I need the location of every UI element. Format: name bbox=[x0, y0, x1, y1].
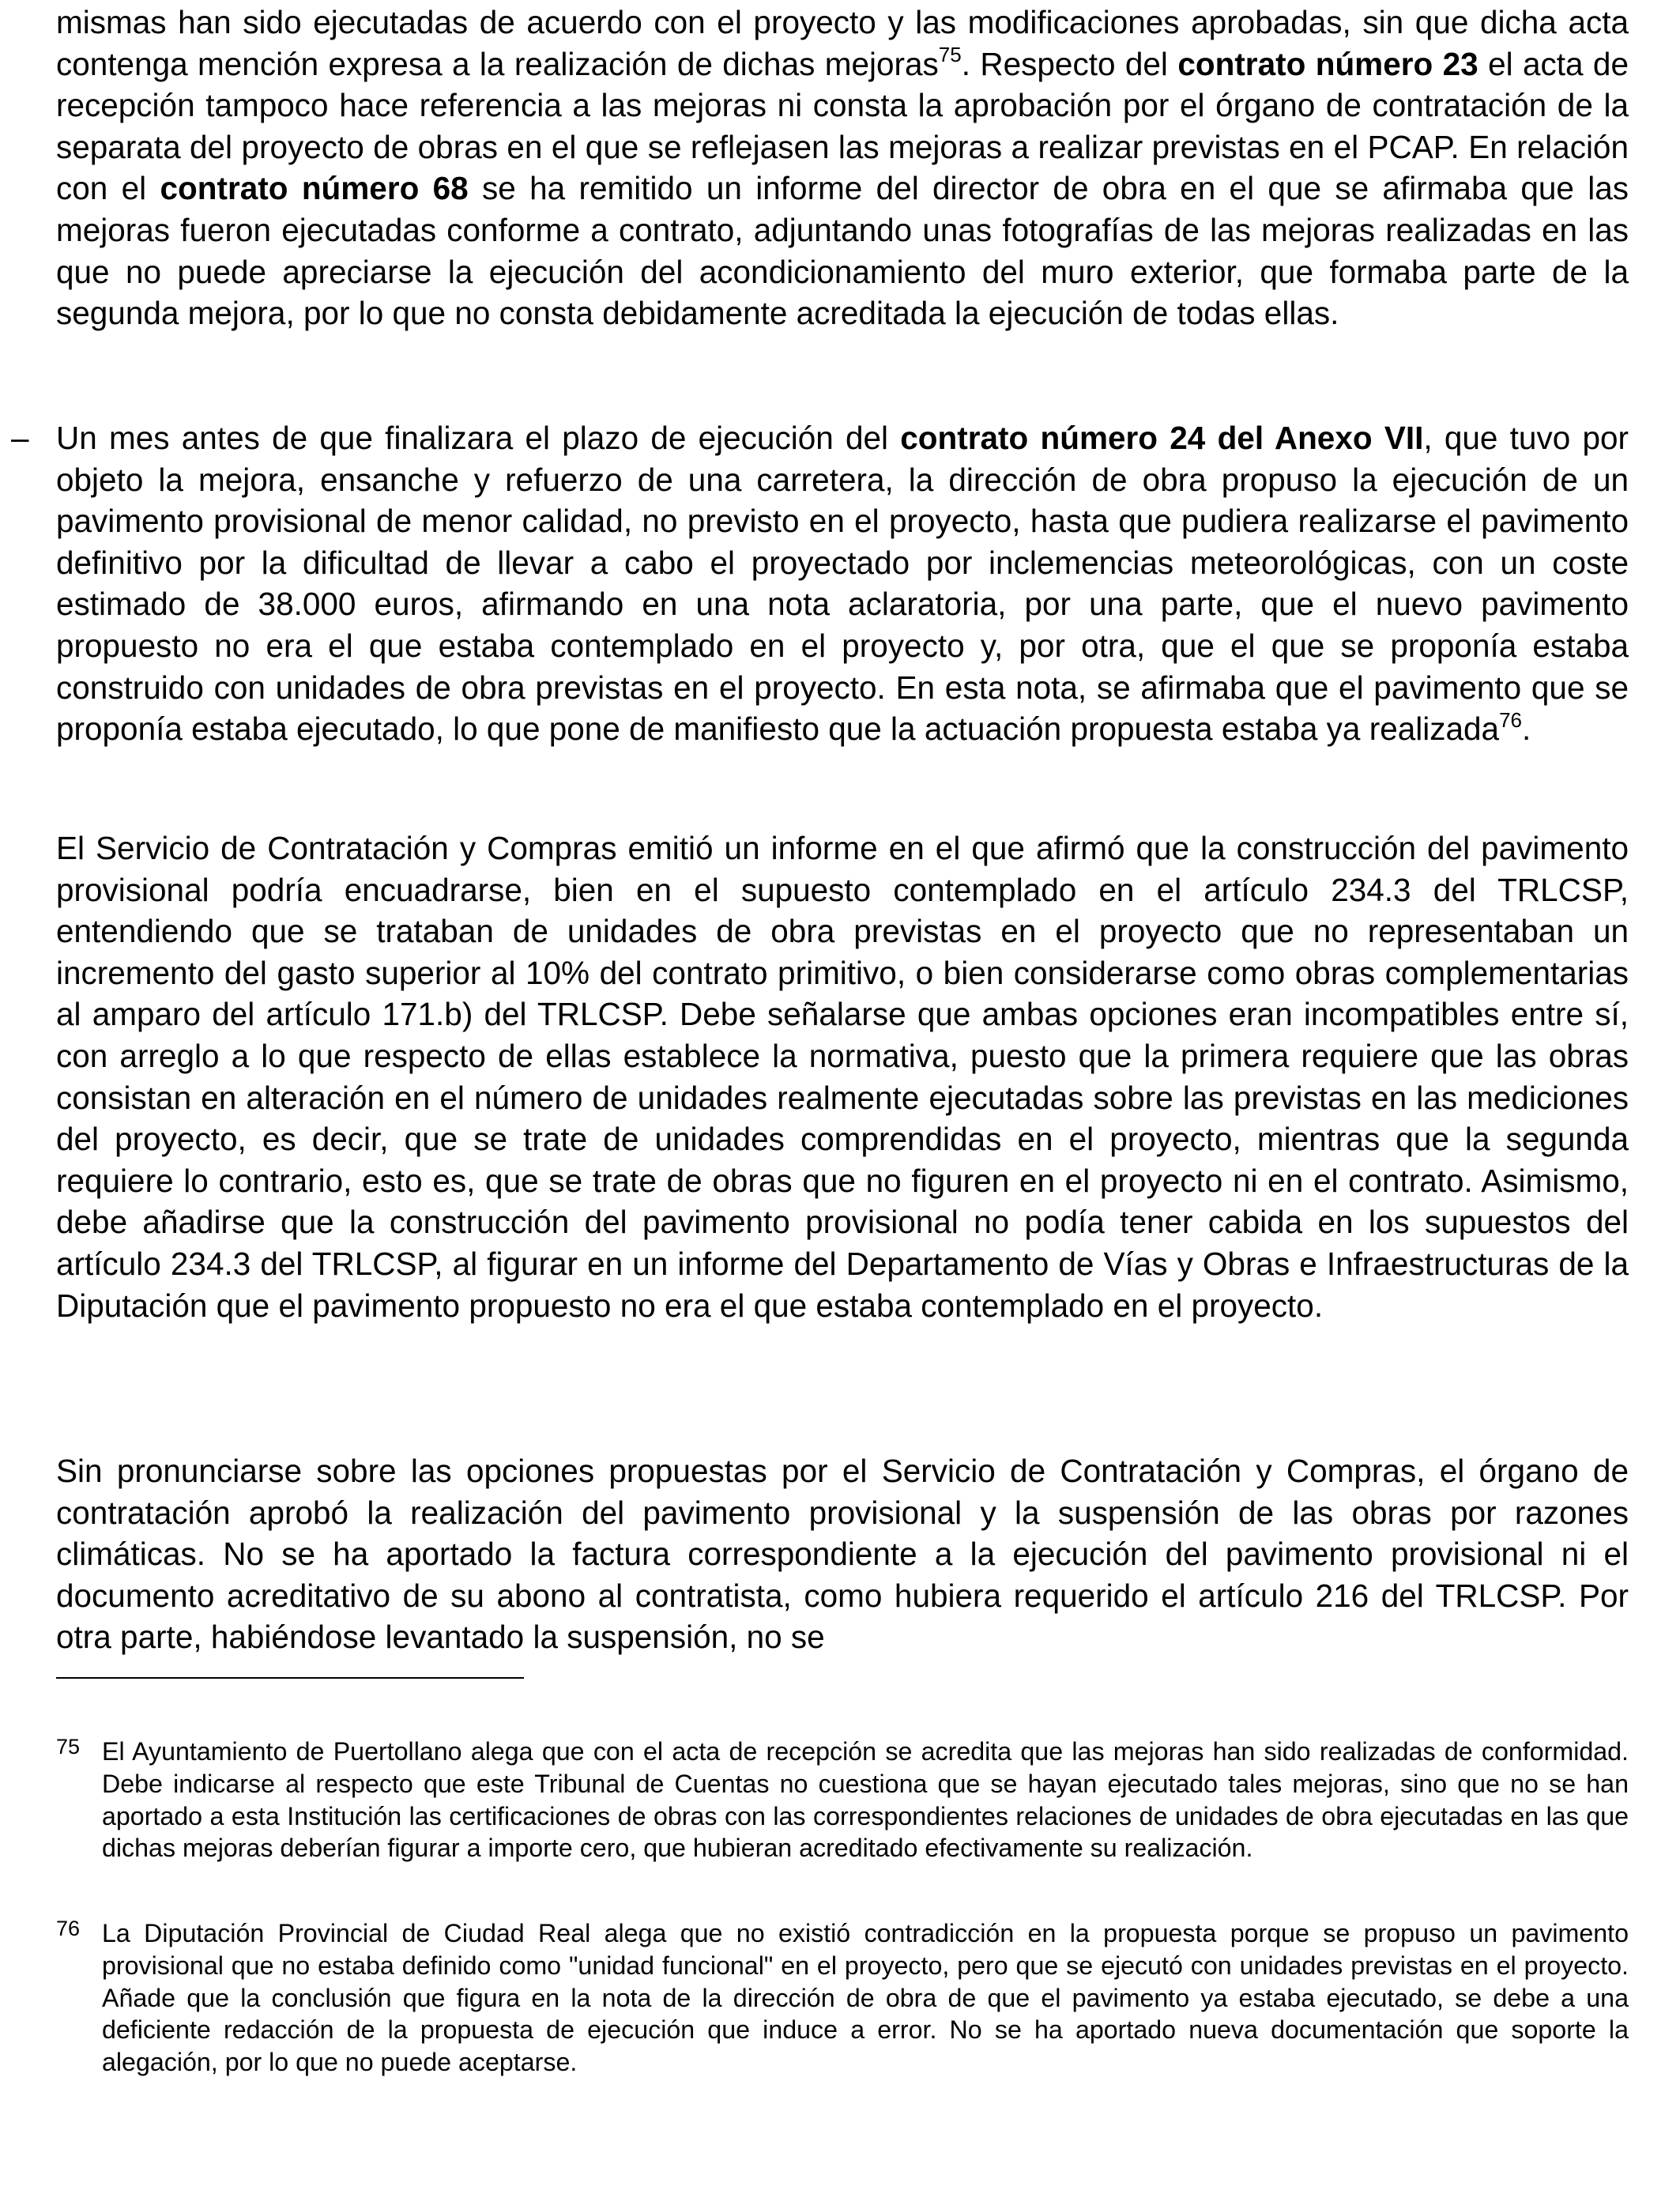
text-run: . bbox=[1521, 711, 1531, 748]
bullet-paragraph-contract-24 bbox=[56, 417, 1629, 750]
text-run: mismas han sido ejecutadas de acuerdo con el proyecto y las modificaciones aprobadas, sin que dicha acta contenga mención expresa a la realización de dichas mejoras bbox=[56, 4, 1629, 82]
paragraph-text: Sin pronunciarse sobre las opciones propuestas por el Servicio de Contratación y Compras, el órgano de contratación aprobó la realización del pavimento provisional y la suspensión de las obras por razones climáticas. No se ha aportado la factura correspondiente a la ejecución del pavimento provisional ni el documento acreditativo de su abono al contratista, como hubiera requerido el artículo 216 del TRLCSP. Por otra parte, habiéndose levantado la suspensión, no se bbox=[56, 1453, 1629, 1656]
footnote-ref-76[interactable]: 76 bbox=[1499, 707, 1522, 732]
text-run: . Respecto del bbox=[961, 45, 1178, 82]
footnote-76 bbox=[56, 1917, 1629, 2079]
footnote-number: 76 bbox=[56, 1917, 81, 1940]
footnote-ref-75[interactable]: 75 bbox=[938, 43, 962, 67]
footnote-75 bbox=[56, 1736, 1629, 1864]
footnote-number: 75 bbox=[56, 1735, 81, 1759]
paragraph-contracts-23-68 bbox=[56, 2, 1629, 334]
text-run: el acta de recepción tampoco hace referencia a las mejoras ni consta la aprobación por el órgano de contratación de la separata del proyecto de obras en el que se reflejasen las mejoras a realizar previstas en el PCAP. En relación con el bbox=[56, 45, 1629, 207]
footnote-text: El Ayuntamiento de Puertollano alega que con el acta de recepción se acredita que las mejoras han sido realizadas de conformidad. Debe indicarse al respecto que este Tribunal de Cuentas no cuestiona que se hayan ejecutado tales mejoras, sino que no se han aportado a esta Institución las certificaciones de obras con las correspondientes relaciones de unidades de obra ejecutadas en las que dichas mejoras deberían figurar a importe cero, que hubieran acreditado efectivamente su realización. bbox=[102, 1737, 1629, 1863]
bold-contract-68: contrato número 68 bbox=[160, 170, 469, 207]
bold-contract-24: contrato número 24 del Anexo VII bbox=[900, 420, 1424, 456]
footnote-text: La Diputación Provincial de Ciudad Real alega que no existió contradicción en la propuesta porque se propuso un pavimento provisional que no estaba definido como "unidad funcional" en el proyecto, pero que se ejecutó con unidades previstas en el proyecto. Añade que la conclusión que figura en la nota de la dirección de obra de que el pavimento ya estaba ejecutado, se debe a una deficiente redacción de la propuesta de ejecución que induce a error. No se ha aportado nueva documentación que soporte la alegación, por lo que no puede aceptarse. bbox=[102, 1919, 1629, 2077]
paragraph-text: El Servicio de Contratación y Compras emitió un informe en el que afirmó que la construcción del pavimento provisional podría encuadrarse, bien en el supuesto contemplado en el artículo 234.3 del TRLCSP, entendiendo que se trataban de unidades de obra previstas en el proyecto que no representaban un incremento del gasto superior al 10% del contrato primitivo, o bien considerarse como obras complementarias al amparo del artículo 171.b) del TRLCSP. Debe señalarse que ambas opciones eran incompatibles entre sí, con arreglo a lo que respecto de ellas establece la normativa, puesto que la primera requiere que las obras consistan en alteración en el número de unidades realmente ejecutadas sobre las previstas en las mediciones del proyecto, es decir, que se trate de unidades comprendidas en el proyecto, mientras que la segunda requiere lo contrario, esto es, que se trate de obras que no figuren en el proyecto ni en el contrato. Asimismo, debe añadirse que la construcción del pavimento provisional no podía tener cabida en los supuestos del artículo 234.3 del TRLCSP, al figurar en un informe del Departamento de Vías y Obras e Infraestructuras de la Diputación que el pavimento propuesto no era el que estaba contemplado en el proyecto. bbox=[56, 830, 1629, 1324]
text-run: Un mes antes de que finalizara el plazo de ejecución del bbox=[56, 420, 901, 456]
paragraph-organo-contratacion bbox=[56, 1450, 1629, 1658]
bullet-dash: – bbox=[11, 420, 29, 456]
text-run: , que tuvo por objeto la mejora, ensanche y refuerzo de una carretera, la dirección de obra propuso la ejecución de un pavimento provisional de menor calidad, no previsto en el proyecto, hasta que pudiera realizarse el pavimento definitivo por la dificultad de llevar a cabo el proyectado por inclemencias meteorológicas, con un coste estimado de 38.000 euros, afirmando en una nota aclaratoria, por una parte, que el nuevo pavimento propuesto no era el que estaba contemplado en el proyecto y, por otra, que el que se proponía estaba construido con unidades de obra previstas en el proyecto. En esta nota, se afirmaba que el pavimento que se proponía estaba ejecutado, lo que pone de manifiesto que la actuación propuesta estaba ya realizada bbox=[56, 420, 1629, 748]
bold-contract-23: contrato número 23 bbox=[1177, 45, 1478, 82]
paragraph-servicio-contratacion bbox=[56, 827, 1629, 1326]
footnote-separator bbox=[56, 1677, 524, 1679]
text-run: se ha remitido un informe del director de obra en el que se afirmaba que las mejoras fueron ejecutadas conforme a contrato, adjuntando unas fotografías de las mejoras realizadas en las que no puede apreciarse la ejecución del acondicionamiento del muro exterior, que formaba parte de la segunda mejora, por lo que no consta debidamente acreditada la ejecución de todas ellas. bbox=[56, 170, 1629, 332]
